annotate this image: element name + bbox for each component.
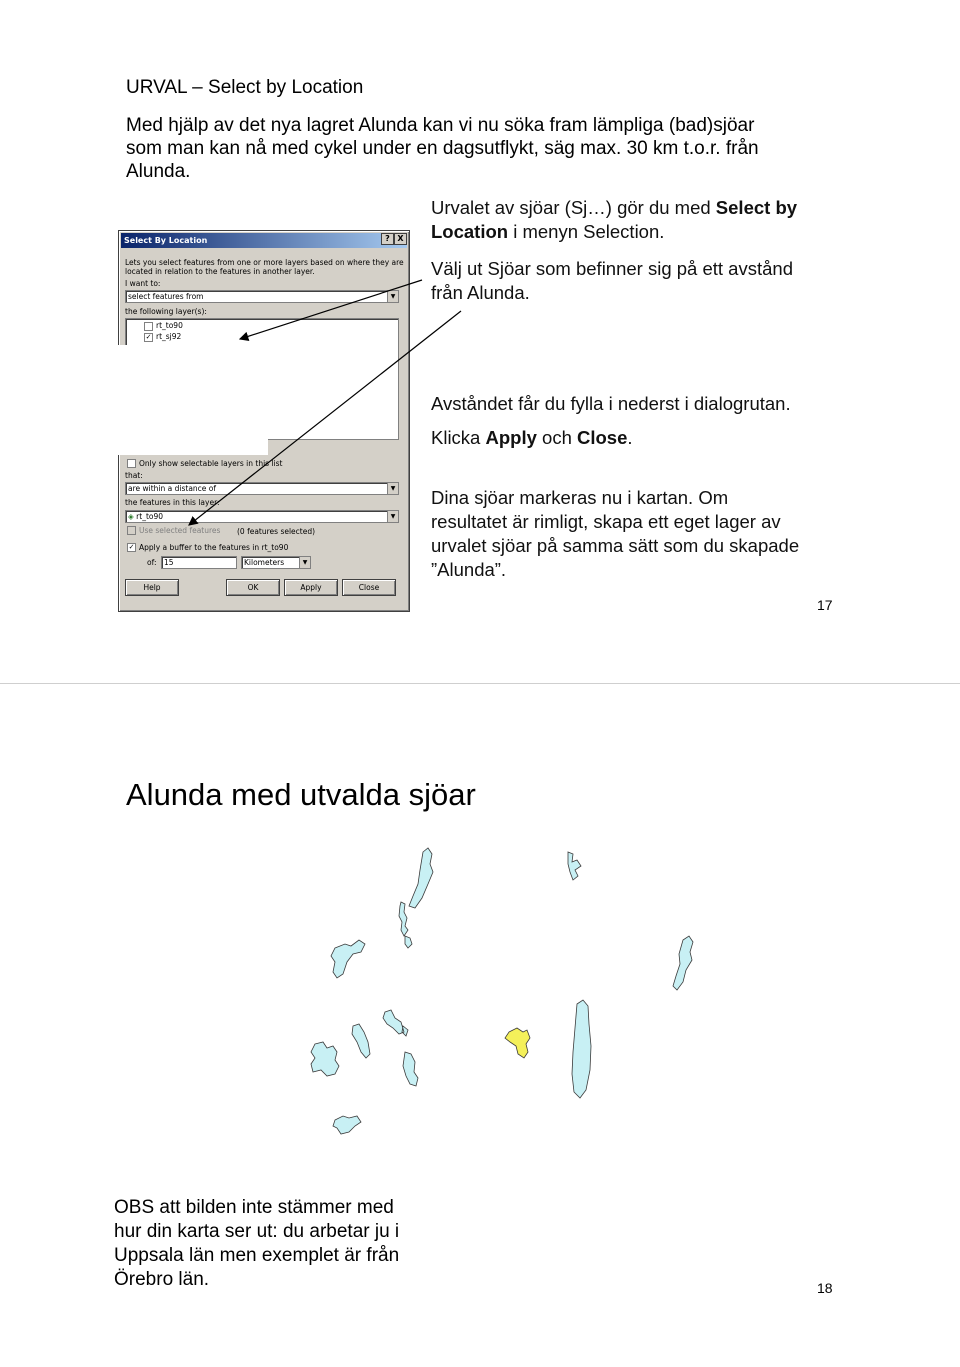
lake bbox=[311, 1042, 339, 1076]
of-label: of: bbox=[147, 558, 157, 567]
relation-select[interactable]: are within a distance of ▼ bbox=[125, 482, 399, 495]
instruction-choose-lakes: Välj ut Sjöar som befinner sig på ett avstånd från Alunda. bbox=[431, 258, 793, 303]
layer-checkbox-rt_sj92[interactable]: ✓ bbox=[145, 333, 152, 341]
instruction-select-by-location: Urvalet av sjöar (Sj…) gör du med Select by Location i menyn Selection. bbox=[431, 197, 798, 242]
slide-18-title: Alunda med utvalda sjöar bbox=[126, 777, 476, 812]
lake bbox=[572, 1000, 591, 1098]
intro-line: som man kan nå med cykel under en dagsutflykt, säg max. 30 km t.o.r. från bbox=[126, 138, 759, 159]
intro-line: Med hjälp av det nya lagret Alunda kan vi nu söka fram lämpliga (bad)sjöar bbox=[126, 115, 755, 136]
ok-button[interactable]: OK bbox=[226, 579, 280, 596]
lakes-map bbox=[255, 840, 725, 1150]
dialog-title: Select By Location bbox=[124, 236, 208, 245]
lake bbox=[383, 1010, 408, 1036]
chevron-down-icon: ▼ bbox=[387, 483, 398, 494]
layer-select[interactable]: ◈ rt_to90 ▼ bbox=[125, 510, 399, 523]
page-number-17: 17 bbox=[817, 597, 833, 613]
features-in-layer-label: the features in this layer: bbox=[125, 498, 220, 507]
page-number-18: 18 bbox=[817, 1280, 833, 1296]
arrow-to-distance-field bbox=[189, 311, 461, 525]
that-label: that: bbox=[125, 471, 143, 480]
lake bbox=[568, 852, 581, 880]
lake bbox=[331, 940, 365, 978]
callout-arrows bbox=[0, 0, 960, 683]
dialog-description-1: Lets you select features from one or more layers based on where they are bbox=[125, 258, 404, 267]
only-selectable-label: Only show selectable layers in this list bbox=[139, 459, 283, 468]
help-button[interactable]: Help bbox=[125, 579, 179, 596]
distance-input[interactable]: 15 bbox=[161, 556, 237, 569]
lake bbox=[333, 1116, 361, 1134]
following-layers-label: the following layer(s): bbox=[125, 307, 207, 316]
layer-diamond-icon: ◈ bbox=[128, 512, 134, 521]
obs-note: OBS att bilden inte stämmer med hur din karta ser ut: du arbetar ju i Uppsala län men exemplet är från Örebro län. bbox=[114, 1197, 400, 1290]
close-icon[interactable]: X bbox=[394, 233, 407, 245]
dialog-description-2: located in relation to the features in another layer. bbox=[125, 267, 315, 276]
instruction-result: Dina sjöar markeras nu i kartan. Om resultatet är rimligt, skapa ett eget lager av urvalet sjöar på samma sätt som du skapade ”Alunda”. bbox=[431, 487, 800, 580]
lake bbox=[409, 848, 433, 908]
close-button[interactable]: Close bbox=[342, 579, 396, 596]
apply-button[interactable]: Apply bbox=[284, 579, 338, 596]
layer-name: rt_to90 bbox=[156, 321, 183, 330]
apply-buffer-checkbox[interactable]: ✓ bbox=[128, 543, 135, 551]
page-divider bbox=[0, 683, 960, 684]
apply-buffer-label: Apply a buffer to the features in rt_to90 bbox=[139, 543, 289, 552]
lake-selected bbox=[505, 1028, 530, 1058]
chevron-down-icon: ▼ bbox=[387, 291, 398, 302]
features-selected-count: (0 features selected) bbox=[237, 527, 316, 536]
arrow-to-layer-list bbox=[240, 280, 422, 339]
lake bbox=[403, 1052, 418, 1086]
intro-line: Alunda. bbox=[126, 161, 191, 182]
lake bbox=[352, 1024, 370, 1058]
instruction-distance: Avståndet får du fylla i nederst i dialogrutan. bbox=[431, 393, 791, 414]
slide-17-title: URVAL – Select by Location bbox=[126, 77, 364, 98]
i-want-to-select[interactable]: select features from ▼ bbox=[125, 290, 399, 303]
help-question-icon[interactable]: ? bbox=[381, 233, 394, 245]
lake bbox=[673, 936, 693, 990]
units-select[interactable]: Kilometers ▼ bbox=[241, 556, 311, 569]
chevron-down-icon: ▼ bbox=[387, 511, 398, 522]
layer-name: rt_sj92 bbox=[156, 332, 182, 341]
chevron-down-icon: ▼ bbox=[299, 557, 310, 568]
i-want-to-label: I want to: bbox=[125, 279, 161, 288]
lake bbox=[399, 902, 412, 948]
use-selected-label: Use selected features bbox=[139, 526, 221, 535]
instruction-apply-close: Klicka Apply och Close. bbox=[431, 427, 633, 448]
